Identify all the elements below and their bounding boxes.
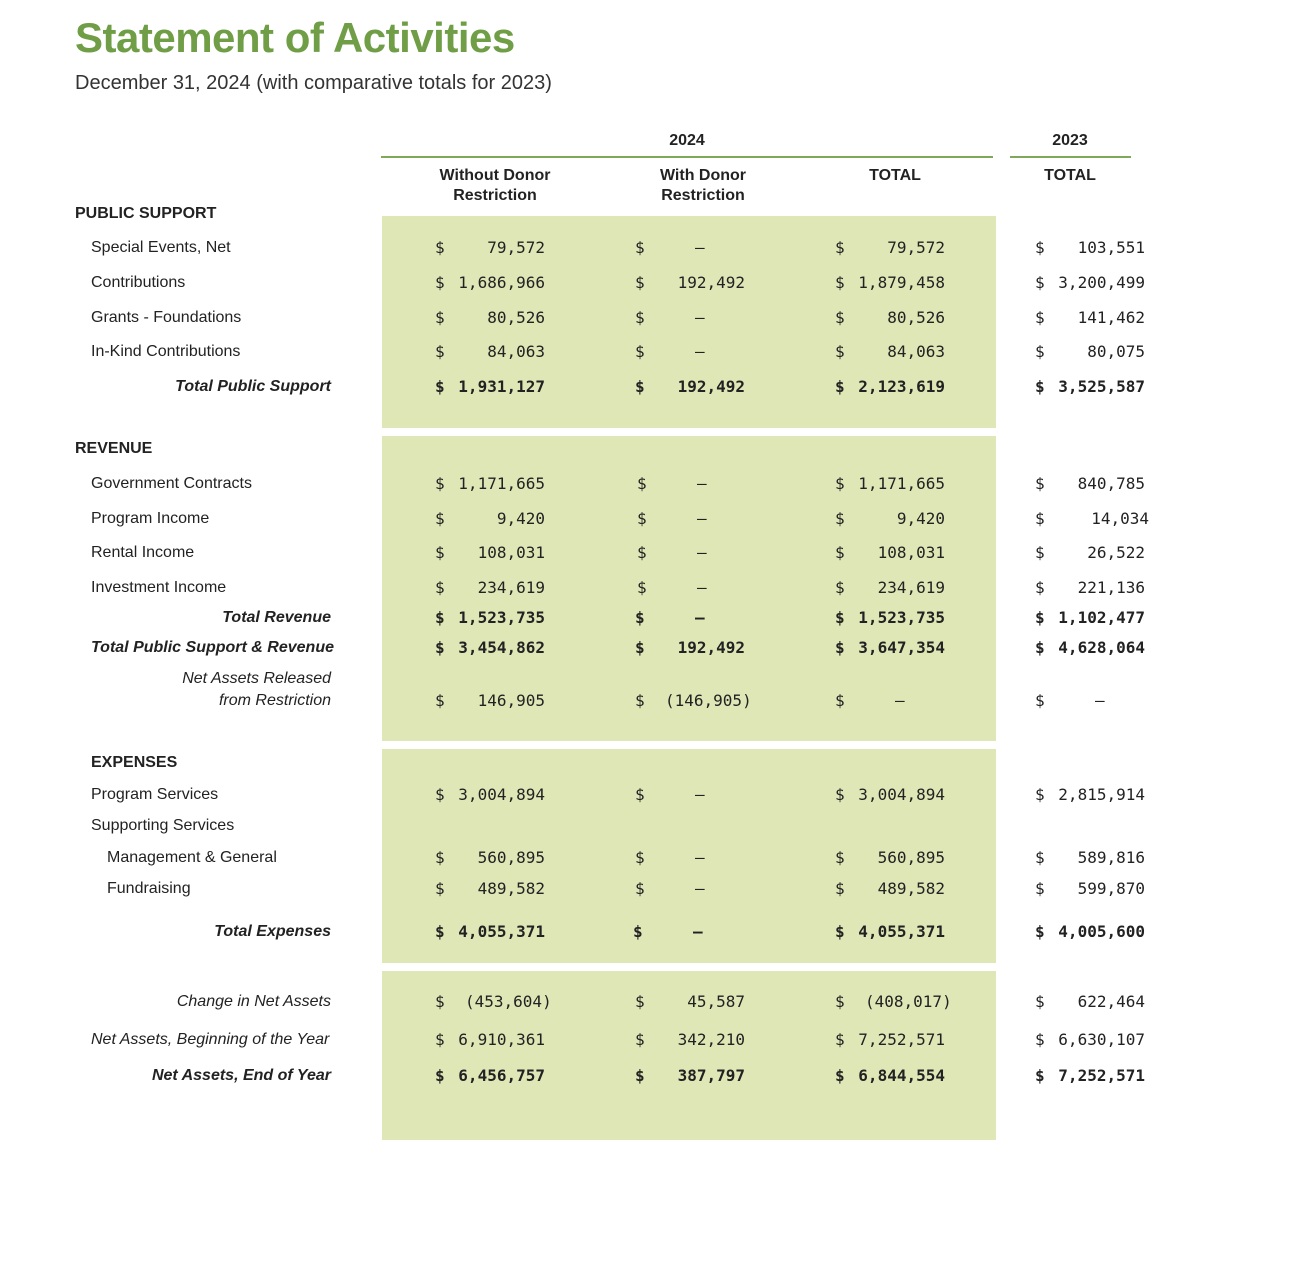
table-row [0,271,1314,295]
dollar-sign: $ [635,848,645,867]
row-label: Investment Income [91,579,227,596]
dollar-sign: $ [635,785,645,804]
dollar-sign: $ [635,1030,645,1049]
dollar-sign: $ [435,308,445,327]
dollar-sign: $ [435,578,445,597]
amount-value: 387,797 [677,1066,745,1085]
amount-value: 6,456,757 [458,1066,545,1085]
amount-value: 3,200,499 [1058,273,1145,292]
amount-value: 489,582 [877,879,945,898]
amount-value: 2,815,914 [1058,785,1145,804]
dollar-sign: $ [435,608,445,627]
dollar-sign: $ [635,992,645,1011]
amount-value: 1,171,665 [458,474,545,493]
amount-value: 4,055,371 [458,922,545,941]
dollar-sign: $ [637,543,647,562]
dollar-sign: $ [835,474,845,493]
dollar-sign: $ [835,308,845,327]
dollar-sign: $ [1035,848,1045,867]
section-expenses: EXPENSES [91,754,178,771]
dollar-sign: $ [435,273,445,292]
table-row [0,507,1314,531]
dollar-sign: $ [435,1030,445,1049]
amount-value: 9,420 [896,509,945,528]
page-subtitle: December 31, 2024 (with comparative totals for 2023) [75,72,552,94]
row-label: Change in Net Assets [176,993,331,1010]
dollar-sign: $ [835,922,845,941]
dollar-sign: $ [835,638,845,657]
amount-value: 560,895 [477,848,545,867]
dollar-sign: $ [435,543,445,562]
amount-value: 80,075 [1087,342,1145,361]
amount-value: 1,879,458 [858,273,945,292]
dollar-sign: $ [1035,509,1045,528]
amount-value: 1,102,477 [1058,608,1145,627]
amount-value: 79,572 [887,238,945,257]
dollar-sign: $ [835,273,845,292]
dollar-sign: $ [835,1066,845,1085]
amount-value: 6,910,361 [458,1030,545,1049]
dollar-sign: $ [635,273,645,292]
amount-value: – [895,691,905,710]
dollar-sign: $ [835,377,845,396]
dollar-sign: $ [835,879,845,898]
amount-value: 146,905 [477,691,545,710]
amount-value: 2,123,619 [858,377,945,396]
amount-value: 108,031 [477,543,545,562]
amount-value: 560,895 [877,848,945,867]
col-without-donor-restriction [410,166,580,206]
col-with-line2: Restriction [661,187,745,204]
table-row [0,783,1314,807]
amount-value: 6,630,107 [1058,1030,1145,1049]
dollar-sign: $ [835,543,845,562]
amount-value: – [1095,691,1105,710]
table-row [0,472,1314,496]
row-label: In-Kind Contributions [91,343,241,360]
amount-value: 4,628,064 [1058,638,1145,657]
dollar-sign: $ [1035,992,1045,1011]
amount-value: (453,604) [465,992,552,1011]
table-row [0,1028,1314,1052]
amount-value: (408,017) [865,992,952,1011]
amount-value: 3,004,894 [458,785,545,804]
amount-value: 141,462 [1077,308,1145,327]
dollar-sign: $ [435,342,445,361]
dollar-sign: $ [435,992,445,1011]
col-with-line1: With Donor [659,167,747,184]
dollar-sign: $ [1035,308,1045,327]
amount-value: – [697,509,707,528]
dollar-sign: $ [635,238,645,257]
dollar-sign: $ [435,238,445,257]
dollar-sign: $ [835,992,845,1011]
amount-value: 234,619 [877,578,945,597]
dollar-sign: $ [635,342,645,361]
table-row [0,340,1314,364]
amount-value: 7,252,571 [858,1030,945,1049]
year-2024-heading: 2024 [669,132,705,149]
amount-value: – [695,308,705,327]
amount-value: 3,004,894 [858,785,945,804]
dollar-sign: $ [1035,377,1045,396]
dollar-sign: $ [1035,543,1045,562]
amount-value: – [697,474,707,493]
dollar-sign: $ [635,377,645,396]
row-label [182,668,331,712]
dollar-sign: $ [835,509,845,528]
amount-value: – [695,879,705,898]
dollar-sign: $ [835,785,845,804]
amount-value: 4,055,371 [858,922,945,941]
row-label: Net Assets, Beginning of the Year [91,1031,330,1048]
row-label: Program Income [91,510,210,527]
dollar-sign: $ [1035,474,1045,493]
amount-value: 1,523,735 [458,608,545,627]
total-row [0,920,1314,944]
total-row [0,1064,1314,1088]
dollar-sign: $ [1035,578,1045,597]
row-label: Management & General [107,849,277,866]
dollar-sign: $ [835,342,845,361]
amount-value: 622,464 [1077,992,1145,1011]
amount-value: 489,582 [477,879,545,898]
amount-value: 589,816 [1077,848,1145,867]
amount-value: (146,905) [665,691,752,710]
dollar-sign: $ [435,638,445,657]
amount-value: 108,031 [877,543,945,562]
row-label-line1: Net Assets Released [182,670,331,687]
dollar-sign: $ [835,608,845,627]
dollar-sign: $ [633,922,643,941]
dollar-sign: $ [635,691,645,710]
year-2023-rule [1010,156,1131,158]
dollar-sign: $ [435,474,445,493]
row-label: Rental Income [91,544,195,561]
row-label-line2: from Restriction [218,692,331,709]
amount-value: 342,210 [677,1030,745,1049]
amount-value: 79,572 [487,238,545,257]
amount-value: 1,171,665 [858,474,945,493]
amount-value: 4,005,600 [1058,922,1145,941]
dollar-sign: $ [635,308,645,327]
table-row [0,814,1314,838]
col-total-2023: TOTAL [1044,167,1096,184]
amount-value: – [693,922,703,941]
amount-value: – [695,342,705,361]
dollar-sign: $ [435,848,445,867]
amount-value: 3,647,354 [858,638,945,657]
table-row [0,877,1314,901]
dollar-sign: $ [835,848,845,867]
dollar-sign: $ [835,691,845,710]
amount-value: 7,252,571 [1058,1066,1145,1085]
amount-value: 45,587 [687,992,745,1011]
dollar-sign: $ [635,1066,645,1085]
dollar-sign: $ [835,578,845,597]
row-label: Supporting Services [91,817,235,834]
total-row [0,636,1314,660]
row-label: Fundraising [107,880,191,897]
table-row [0,990,1314,1014]
dollar-sign: $ [435,691,445,710]
dollar-sign: $ [1035,922,1045,941]
row-label: Total Public Support & Revenue [91,639,334,656]
row-label: Total Revenue [222,609,331,626]
amount-value: 80,526 [887,308,945,327]
amount-value: – [695,608,705,627]
amount-value: 1,931,127 [458,377,545,396]
amount-value: 3,525,587 [1058,377,1145,396]
total-row [0,606,1314,630]
dollar-sign: $ [435,1066,445,1085]
amount-value: 80,526 [487,308,545,327]
amount-value: 84,063 [487,342,545,361]
amount-value: 103,551 [1077,238,1145,257]
year-2024-rule [381,156,993,158]
dollar-sign: $ [435,509,445,528]
dollar-sign: $ [637,474,647,493]
amount-value: – [697,543,707,562]
dollar-sign: $ [635,879,645,898]
amount-value: 9,420 [496,509,545,528]
dollar-sign: $ [1035,273,1045,292]
row-label: Total Expenses [214,923,331,940]
amount-value: 26,522 [1087,543,1145,562]
dollar-sign: $ [1035,879,1045,898]
dollar-sign: $ [1035,638,1045,657]
dollar-sign: $ [435,879,445,898]
amount-value: – [697,578,707,597]
section-public-support: PUBLIC SUPPORT [75,205,217,222]
dollar-sign: $ [835,1030,845,1049]
table-row [0,846,1314,870]
amount-value: – [695,848,705,867]
total-row [0,375,1314,399]
amount-value: 6,844,554 [858,1066,945,1085]
amount-value: 192,492 [677,638,745,657]
amount-value: 14,034 [1091,509,1149,528]
dollar-sign: $ [1035,238,1045,257]
dollar-sign: $ [637,578,647,597]
amount-value: – [695,785,705,804]
amount-value: – [695,238,705,257]
row-label: Total Public Support [175,378,331,395]
amount-value: 1,523,735 [858,608,945,627]
dollar-sign: $ [1035,785,1045,804]
row-label: Special Events, Net [91,239,231,256]
amount-value: 221,136 [1077,578,1145,597]
dollar-sign: $ [1035,608,1045,627]
col-without-line2: Restriction [453,187,537,204]
row-label: Net Assets, End of Year [151,1067,331,1084]
amount-value: 234,619 [477,578,545,597]
section-revenue: REVENUE [75,440,153,457]
dollar-sign: $ [1035,342,1045,361]
row-label: Program Services [91,786,219,803]
dollar-sign: $ [637,509,647,528]
page-title: Statement of Activities [75,14,515,61]
dollar-sign: $ [435,377,445,396]
amount-value: 192,492 [677,377,745,396]
dollar-sign: $ [635,638,645,657]
row-label: Contributions [91,274,186,291]
amount-value: 84,063 [887,342,945,361]
table-row [0,541,1314,565]
table-row [0,668,1314,714]
dollar-sign: $ [435,785,445,804]
dollar-sign: $ [1035,1030,1045,1049]
row-label: Grants - Foundations [91,309,242,326]
dollar-sign: $ [1035,691,1045,710]
dollar-sign: $ [1035,1066,1045,1085]
col-without-line1: Without Donor [439,167,551,184]
table-row [0,306,1314,330]
amount-value: 1,686,966 [458,273,545,292]
amount-value: 599,870 [1077,879,1145,898]
dollar-sign: $ [435,922,445,941]
dollar-sign: $ [635,608,645,627]
amount-value: 192,492 [677,273,745,292]
table-row [0,576,1314,600]
col-total-2024: TOTAL [869,167,921,184]
dollar-sign: $ [835,238,845,257]
col-with-donor-restriction [618,166,788,206]
table-row [0,236,1314,260]
year-2023-heading: 2023 [1052,132,1088,149]
amount-value: 3,454,862 [458,638,545,657]
row-label: Government Contracts [91,475,252,492]
amount-value: 840,785 [1077,474,1145,493]
